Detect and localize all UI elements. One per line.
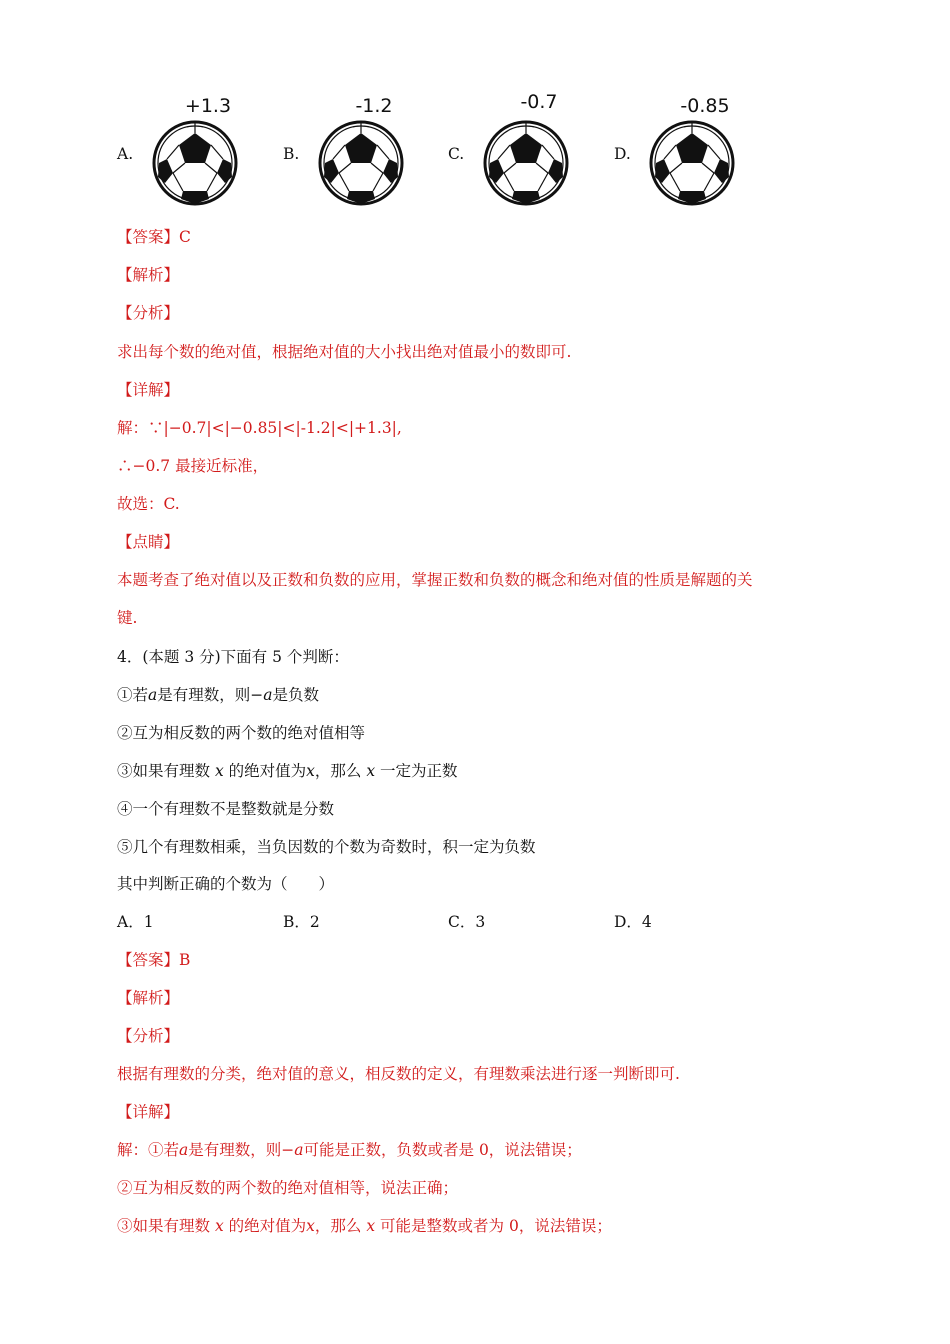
option-letter: D. xyxy=(614,145,631,163)
q3-fenxi-text: 求出每个数的绝对值，根据绝对值的大小找出绝对值最小的数即可. xyxy=(117,343,572,361)
math-var: x xyxy=(306,1217,315,1235)
text-segment: 是负数 xyxy=(272,686,320,704)
math-var: a xyxy=(179,1141,189,1159)
q4-detail-2: ②互为相反数的两个数的绝对值相等，说法正确； xyxy=(117,1179,459,1197)
math-var: x xyxy=(214,762,224,780)
math-var: x xyxy=(306,762,315,780)
text-segment: 解：①若 xyxy=(117,1141,180,1159)
ball-label: -0.7 xyxy=(520,91,558,113)
math-var: −a xyxy=(281,1141,304,1159)
text-segment: ①若 xyxy=(117,686,149,704)
text-segment: ③如果有理数 xyxy=(117,1217,211,1235)
math-var: −a xyxy=(250,686,273,704)
q4-statement-2: ②互为相反数的两个数的绝对值相等 xyxy=(117,724,366,742)
option-letter: C. xyxy=(448,145,465,163)
q4-statement-1 xyxy=(117,684,319,706)
q3-dianjing-text-2: 键. xyxy=(117,609,138,627)
q3-answer: 【答案】C xyxy=(117,228,191,246)
q4-fenxi-text: 根据有理数的分类，绝对值的意义，相反数的定义，有理数乘法进行逐一判断即可. xyxy=(117,1065,680,1083)
q3-solution-line-2: ∴−0.7 最接近标准， xyxy=(117,457,269,475)
q4-statement-4: ④一个有理数不是整数就是分数 xyxy=(117,800,335,818)
q4-option-c: C．3 xyxy=(448,913,486,931)
ball-label: -0.85 xyxy=(680,95,730,117)
math-var: x xyxy=(214,1217,224,1235)
q4-detail-1 xyxy=(117,1139,582,1161)
text-segment: 是有理数，则 xyxy=(157,686,251,704)
option-b xyxy=(283,95,443,215)
q3-fenxi-label: 【分析】 xyxy=(117,304,180,322)
q4-detail-3 xyxy=(117,1215,612,1237)
text-segment: ③如果有理数 xyxy=(117,762,211,780)
option-a xyxy=(117,95,277,215)
math-var: x xyxy=(366,1217,376,1235)
q4-jiexi-label: 【解析】 xyxy=(117,989,180,1007)
text-segment: 可能是正数，负数或者是 0，说法错误； xyxy=(303,1141,582,1159)
text-segment: ，那么 xyxy=(314,1217,362,1235)
text-segment: 可能是整数或者为 0，说法错误； xyxy=(380,1217,612,1235)
option-c xyxy=(448,91,608,215)
soccer-ball-icon xyxy=(648,119,736,207)
text-segment: 的绝对值为 xyxy=(228,762,307,780)
text-segment: 一定为正数 xyxy=(380,762,458,780)
text-segment: 的绝对值为 xyxy=(228,1217,307,1235)
ball-label: -1.2 xyxy=(355,95,393,117)
soccer-ball-icon xyxy=(151,119,239,207)
ball-label: +1.3 xyxy=(184,95,232,117)
q3-dianjing-text-1: 本题考查了绝对值以及正数和负数的应用，掌握正数和负数的概念和绝对值的性质是解题的关 xyxy=(117,571,753,589)
q3-solution-line-3: 故选：C. xyxy=(117,495,180,513)
text-segment: ，那么 xyxy=(314,762,362,780)
text-segment: 是有理数，则 xyxy=(188,1141,282,1159)
option-letter: B. xyxy=(283,145,300,163)
option-d xyxy=(614,95,774,215)
option-letter: A. xyxy=(117,145,134,163)
q4-statement-3 xyxy=(117,760,458,782)
q4-answer: 【答案】B xyxy=(117,951,191,969)
soccer-ball-icon xyxy=(482,119,570,207)
q4-stem: 4．(本题 3 分)下面有 5 个判断： xyxy=(117,648,349,666)
q4-statement-5: ⑤几个有理数相乘，当负因数的个数为奇数时，积一定为负数 xyxy=(117,838,536,856)
q4-option-b: B．2 xyxy=(283,913,320,931)
soccer-ball-icon xyxy=(317,119,405,207)
math-var: a xyxy=(148,686,158,704)
q4-fenxi-label: 【分析】 xyxy=(117,1027,180,1045)
q4-option-d: D．4 xyxy=(614,913,652,931)
q4-option-a: A．1 xyxy=(117,913,154,931)
math-var: x xyxy=(366,762,376,780)
q3-dianjing-label: 【点睛】 xyxy=(117,533,180,551)
q3-jiexi-label: 【解析】 xyxy=(117,266,180,284)
q3-xiangjie-label: 【详解】 xyxy=(117,381,180,399)
q4-question: 其中判断正确的个数为（ ） xyxy=(117,875,335,893)
q4-xiangjie-label: 【详解】 xyxy=(117,1103,180,1121)
q3-solution-line-1: 解：∵|−0.7|<|−0.85|<|-1.2|<|+1.3|, xyxy=(117,419,402,437)
